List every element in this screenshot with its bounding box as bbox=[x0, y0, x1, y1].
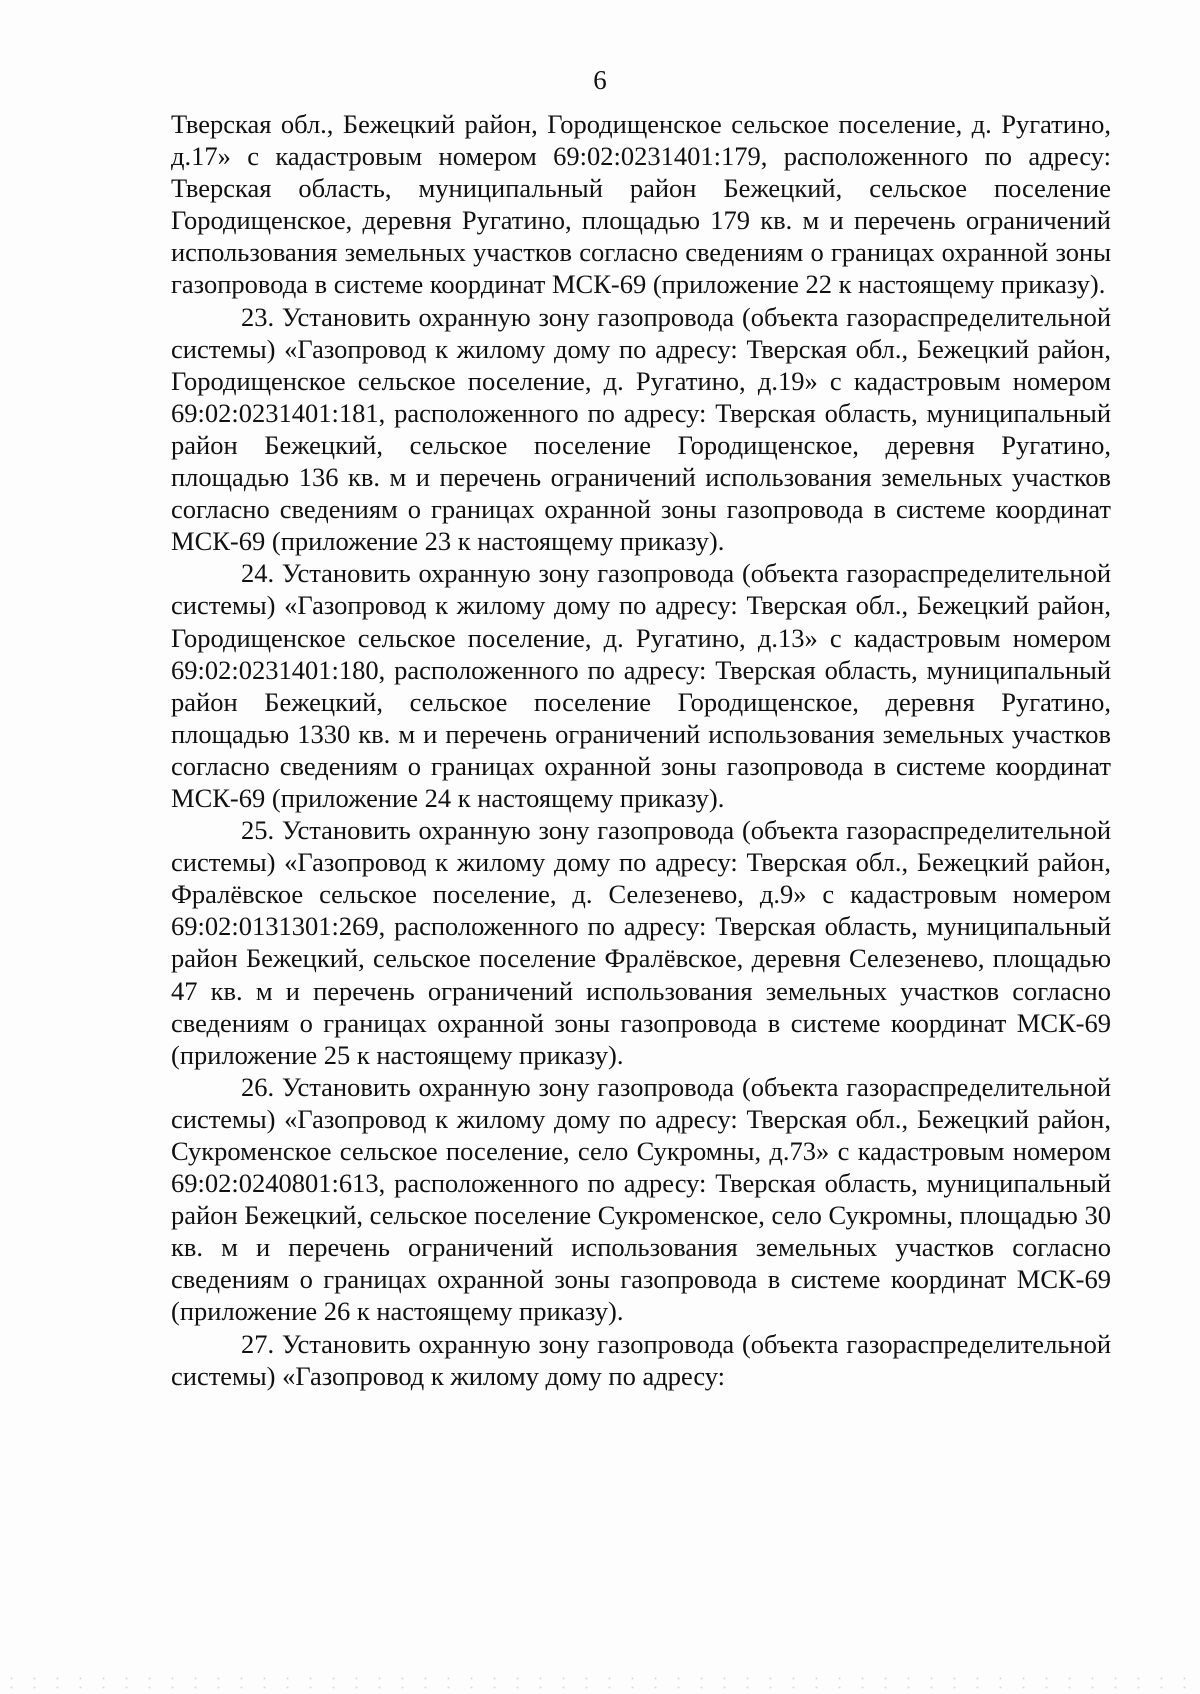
paragraph-item-24: 24. Установить охранную зону газопровода (объекта газораспределительной системы) «Газопровод к жилому дому по адресу: Тверская обл., Бежецкий район, Городищенское сельское поселение, д. Ругатино, д.13» с кадастровым номером 69:02:0231401:180, расположенного по адресу: Тверская область, муниципальный район Бежецкий, сельское поселение Городищенское, деревня Ругатино, площадью 1330 кв. м и перечень ограничений использования земельных участков согласно сведениям о границах охранной зоны газопровода в системе координат МСК-69 (приложение 24 к настоящему приказу). bbox=[171, 558, 1111, 813]
document-body bbox=[171, 108, 1111, 1392]
paragraph-item-26: 26. Установить охранную зону газопровода (объекта газораспределительной системы) «Газопровод к жилому дому по адресу: Тверская обл., Бежецкий район, Сукроменское сельское поселение, село Сукромны, д.73» с кадастровым номером 69:02:0240801:613, расположенного по адресу: Тверская область, муниципальный район Бежецкий, сельское поселение Сукроменское, село Сукромны, площадью 30 кв. м и перечень ограничений использования земельных участков согласно сведениям о границах охранной зоны газопровода в системе координат МСК-69 (приложение 26 к настоящему приказу). bbox=[171, 1071, 1111, 1327]
paragraph-item-27: 27. Установить охранную зону газопровода (объекта газораспределительной системы) «Газопровод к жилому дому по адресу: bbox=[171, 1328, 1111, 1391]
scan-noise bbox=[0, 1674, 1200, 1694]
paragraph-item-23: 23. Установить охранную зону газопровода (объекта газораспределительной системы) «Газопровод к жилому дому по адресу: Тверская обл., Бежецкий район, Городищенское сельское поселение, д. Ругатино, д.19» с кадастровым номером 69:02:0231401:181, расположенного по адресу: Тверская область, муниципальный район Бежецкий, сельское поселение Городищенское, деревня Ругатино, площадью 136 кв. м и перечень ограничений использования земельных участков согласно сведениям о границах охранной зоны газопровода в системе координат МСК-69 (приложение 23 к настоящему приказу). bbox=[171, 301, 1111, 557]
paragraph-continuation: Тверская обл., Бежецкий район, Городищенское сельское поселение, д. Ругатино, д.17» с кадастровым номером 69:02:0231401:179, расположенного по адресу: Тверская область, муниципальный район Бежецкий, сельское поселение Городищенское, деревня Ругатино, площадью 179 кв. м и перечень ограничений использования земельных участков согласно сведениям о границах охранной зоны газопровода в системе координат МСК-69 (приложение 22 к настоящему приказу). bbox=[171, 109, 1111, 300]
page-number: 6 bbox=[593, 65, 607, 95]
paragraph-item-25: 25. Установить охранную зону газопровода (объекта газораспределительной системы) «Газопровод к жилому дому по адресу: Тверская обл., Бежецкий район, Фралёвское сельское поселение, д. Селезенево, д.9» с кадастровым номером 69:02:0131301:269, расположенного по адресу: Тверская область, муниципальный район Бежецкий, сельское поселение Фралёвское, деревня Селезенево, площадью 47 кв. м и перечень ограничений использования земельных участков согласно сведениям о границах охранной зоны газопровода в системе координат МСК-69 (приложение 25 к настоящему приказу). bbox=[171, 815, 1111, 1070]
